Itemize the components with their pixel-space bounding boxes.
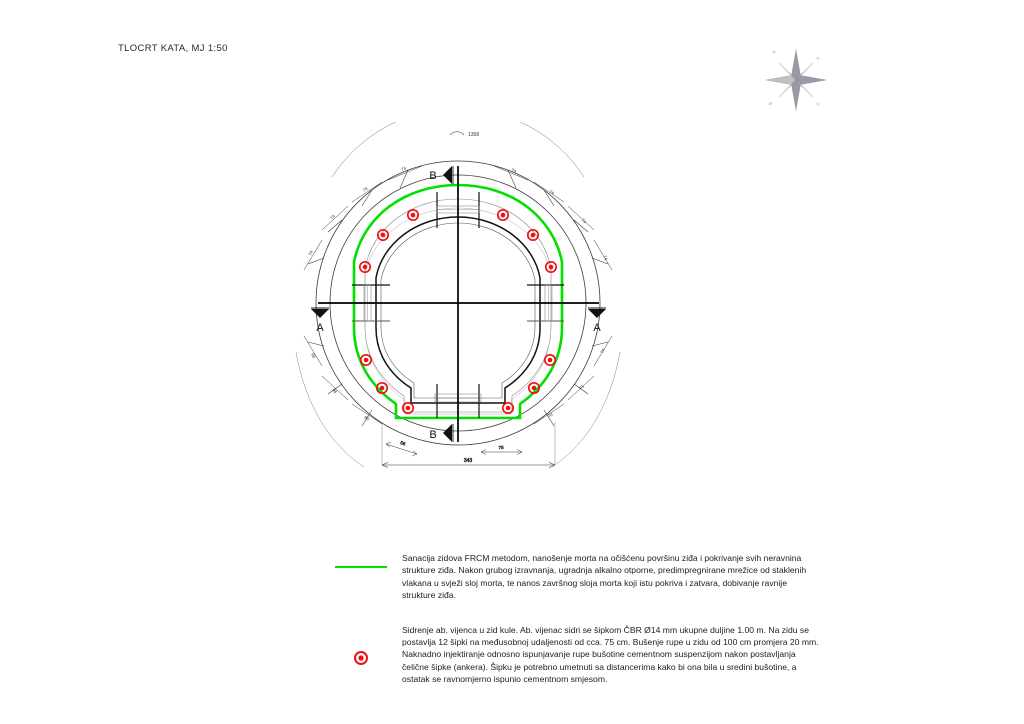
- plan-drawing: [272, 122, 662, 482]
- section-letter-b-bottom: B: [429, 429, 437, 441]
- anchor-point[interactable]: [503, 403, 513, 413]
- legend-text-frcm: Sanacija zidova FRCM metodom, nanošenje morta na očišćenu površinu ziđa i pokrivanje svih neravnina strukture ziđa. Nakon grubog izravnanja, ugradnja alkalno otporne, predimpregnirane mrežice od staklenih vlakana u svježi sloj morta, te nanos završnog sloja morta koji istu pokriva i zatvara, dobivanje ravnije strukture ziđa.: [402, 553, 807, 601]
- section-mark-a-right: [588, 308, 606, 334]
- section-mark-b-bottom: [429, 424, 453, 442]
- arc-dimension-label: 1358: [468, 132, 480, 138]
- svg-text:71: 71: [578, 383, 586, 391]
- compass-rose: [752, 36, 840, 124]
- anchor-point[interactable]: [545, 355, 555, 365]
- legend-symbol-green-line: [320, 552, 402, 568]
- compass-label-sw: W: [767, 100, 774, 107]
- anchor-point[interactable]: [408, 210, 418, 220]
- svg-text:74: 74: [307, 249, 314, 257]
- anchor-point[interactable]: [403, 403, 413, 413]
- section-letter-a-left: A: [316, 322, 324, 334]
- compass-label-ne: E: [815, 55, 821, 61]
- svg-text:70: 70: [546, 411, 554, 419]
- dimension-label-343: 343: [463, 458, 473, 464]
- anchor-point[interactable]: [498, 210, 508, 220]
- legend-item-anchor: [320, 624, 820, 686]
- anchor-point[interactable]: [361, 355, 371, 365]
- compass-label-se: S: [815, 101, 821, 107]
- dimension-bottom-right: [481, 445, 522, 455]
- svg-text:74: 74: [400, 165, 407, 172]
- svg-text:74: 74: [602, 254, 609, 261]
- dimension-overall-width: [382, 458, 555, 468]
- drawing-title: TLOCRT KATA, MJ 1:50: [118, 43, 228, 54]
- section-letter-b-top: B: [429, 170, 437, 182]
- compass-label-nw: N: [771, 49, 777, 55]
- anchor-icon: [353, 650, 369, 666]
- svg-text:80: 80: [363, 414, 371, 422]
- dimension-label-56: 56: [399, 440, 407, 447]
- svg-text:74: 74: [329, 213, 337, 221]
- svg-text:98: 98: [331, 387, 339, 395]
- legend-text-anchor: Sidrenje ab. vijenca u zid kule. Ab. vijenac sidri se šipkom ČBR Ø14 mm ukupne duljine 1.00 m. Na zidu se postavlja 12 šipki na međusobnoj udaljenosti od cca. 75 cm. Bušenje rupe u zidu od 100 cm promjera 20 mm. Naknadno injektiranje odnosno ispunjavanje rupe bušotine cementnom suspenzijom nakon postavljanja čelične šipke (ankera). Šipku je potrebno umetnuti sa distancerima kako bi ona bila u sredini bušotine, a ostatak se ravnomjerno ispunio cementnom smjesom.: [402, 624, 819, 685]
- legend: [320, 552, 820, 708]
- section-mark-b-top: [429, 166, 453, 184]
- dimension-bottom-left: [386, 440, 417, 456]
- legend-symbol-red-anchor: [320, 624, 402, 666]
- svg-text:74: 74: [580, 217, 588, 225]
- svg-text:74: 74: [361, 185, 369, 193]
- svg-text:74: 74: [599, 347, 606, 355]
- legend-item-frcm: [320, 552, 820, 602]
- section-mark-a-left: [311, 308, 329, 334]
- svg-text:74: 74: [510, 167, 518, 174]
- dimension-label-75: 75: [498, 446, 504, 451]
- svg-text:98: 98: [310, 352, 317, 359]
- svg-text:74: 74: [548, 188, 556, 196]
- section-letter-a-right: A: [593, 322, 601, 334]
